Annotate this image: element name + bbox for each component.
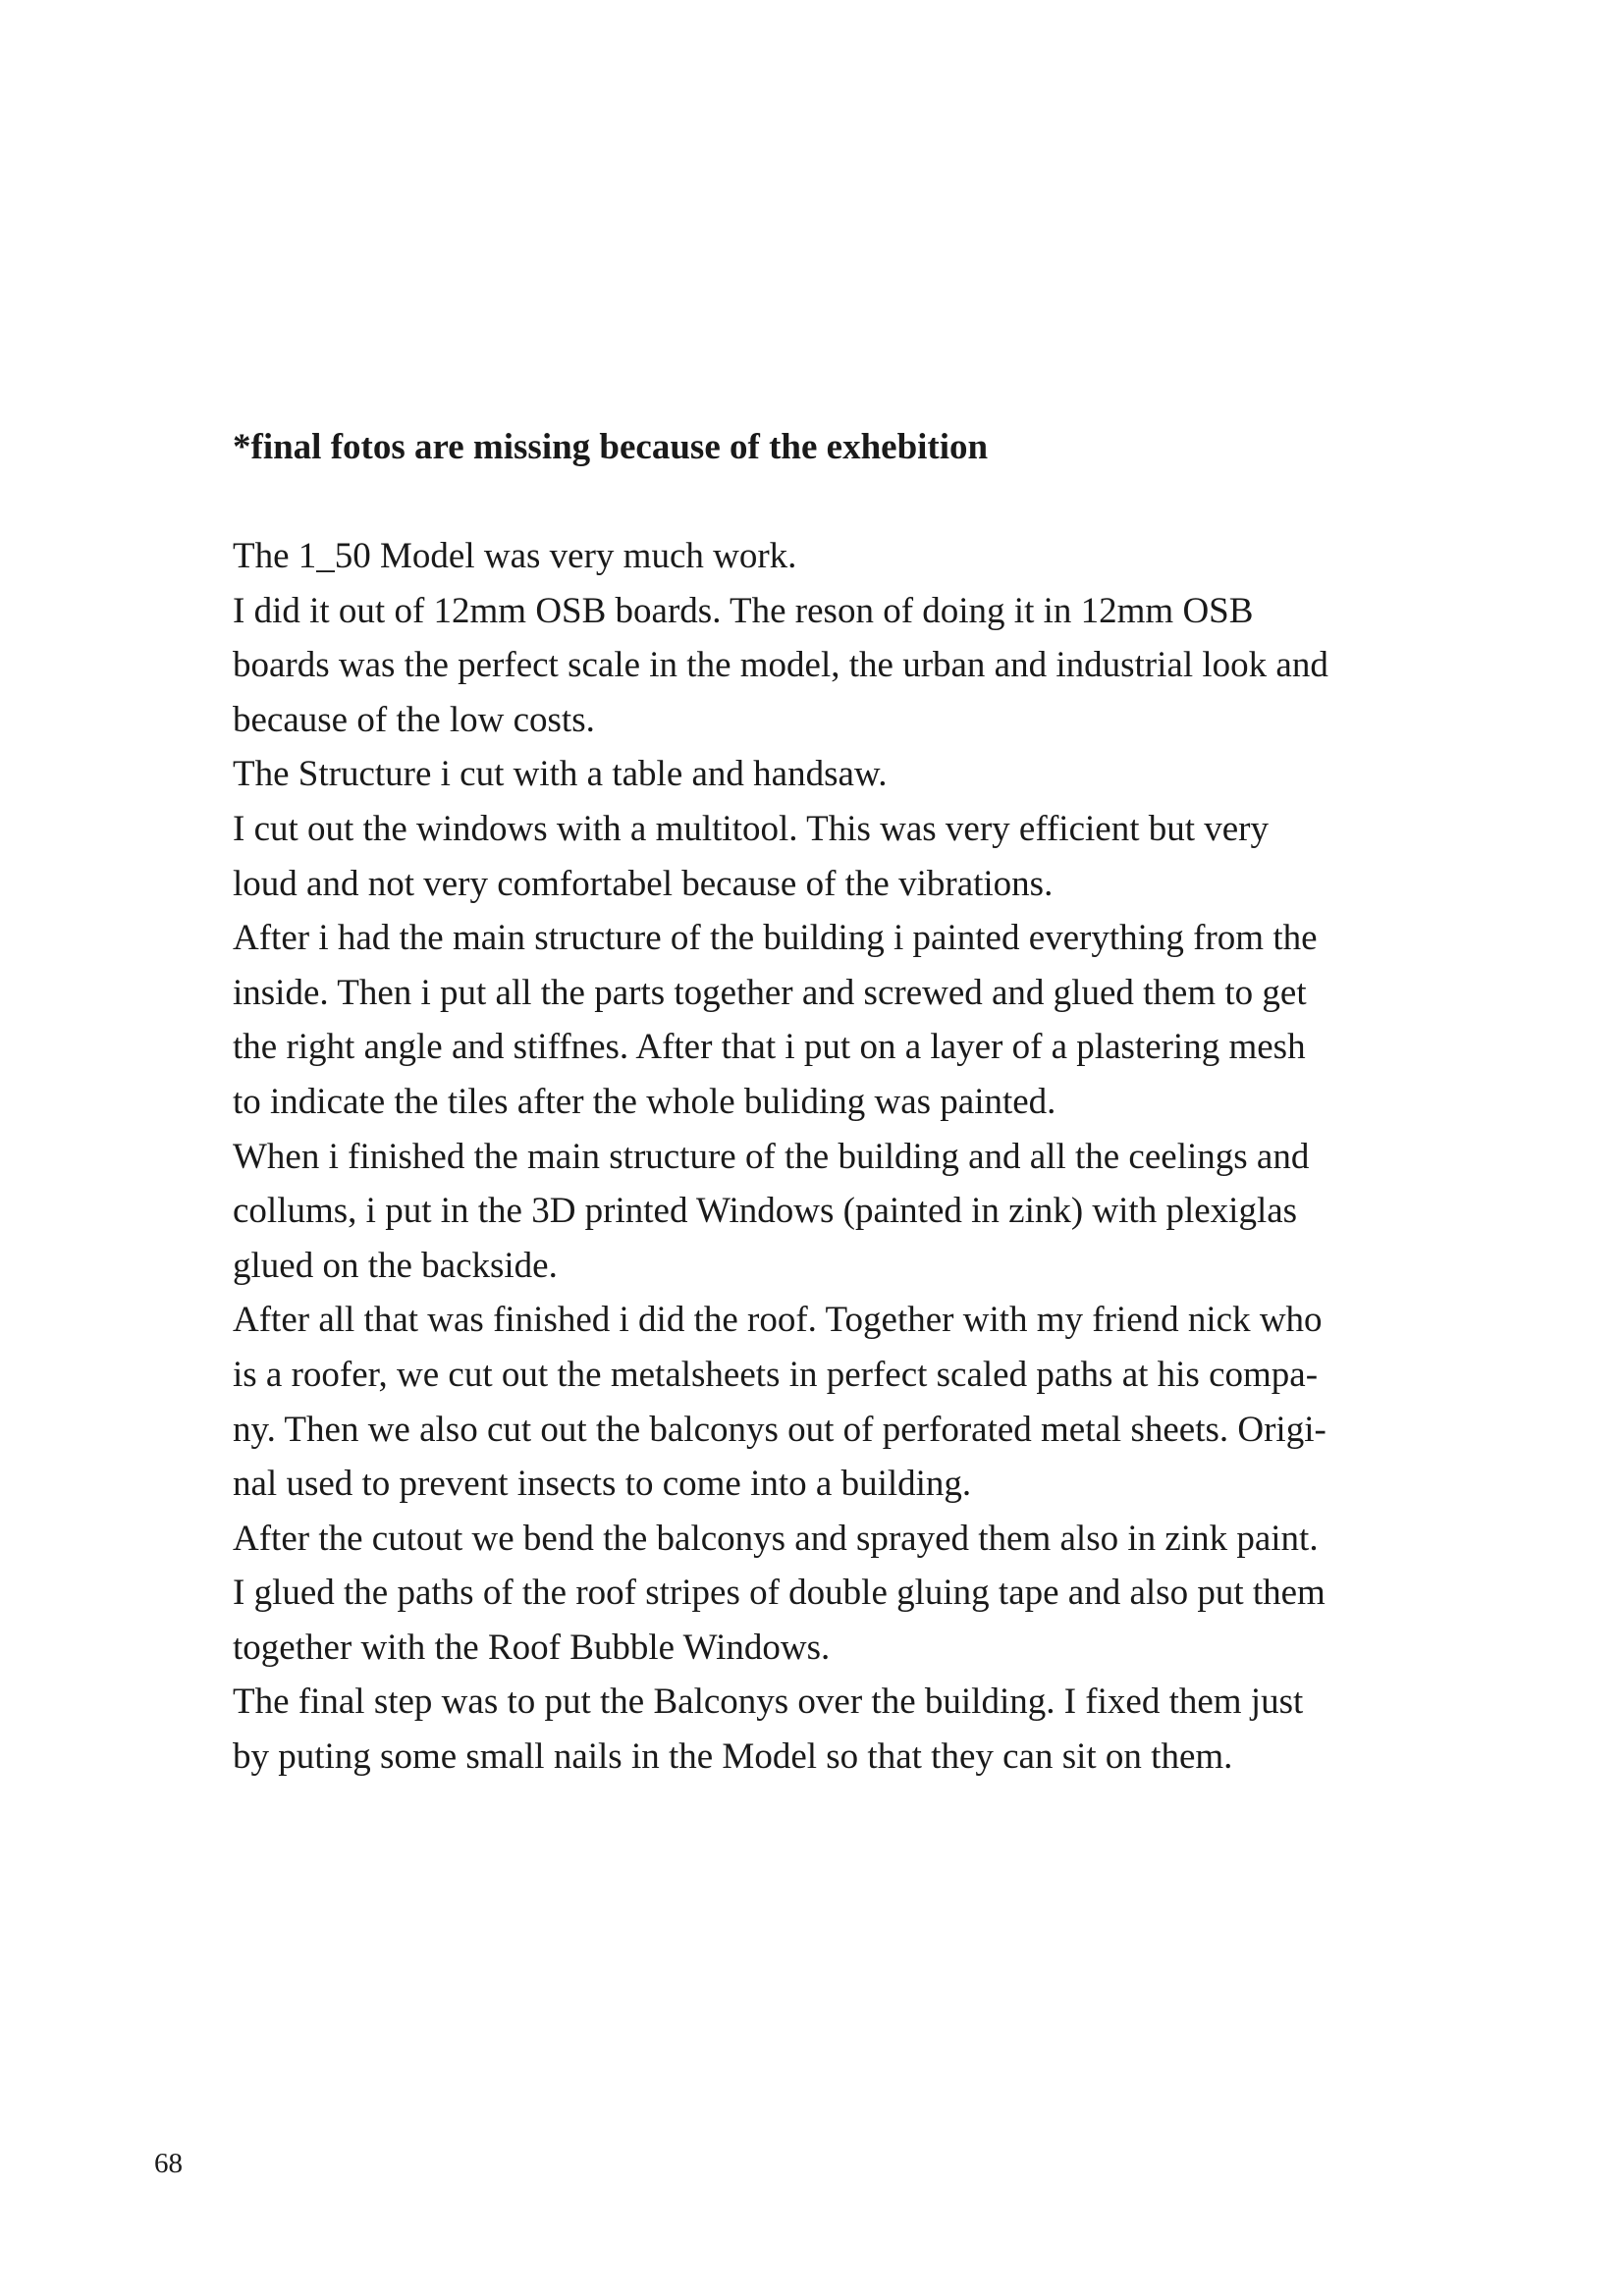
- body-line: by puting some small nails in the Model so that they can sit on them.: [233, 1736, 1233, 1778]
- body-line: boards was the perfect scale in the model, the urban and industrial look and: [233, 645, 1328, 686]
- body-line: The final step was to put the Balconys over the building. I fixed them just: [233, 1682, 1304, 1723]
- body-line: because of the low costs.: [233, 699, 595, 740]
- body-line: the right angle and stiffnes. After that i put on a layer of a plastering mesh: [233, 1027, 1306, 1068]
- body-line: glued on the backside.: [233, 1245, 558, 1286]
- body-line: When i finished the main structure of the building and all the ceelings and: [233, 1136, 1310, 1177]
- body-line: collums, i put in the 3D printed Windows (painted in zink) with plexiglas: [233, 1191, 1298, 1232]
- body-line: to indicate the tiles after the whole buliding was painted.: [233, 1081, 1056, 1122]
- body-line: ny. Then we also cut out the balconys out of perforated metal sheets. Origi-: [233, 1409, 1326, 1450]
- body-line: After all that was finished i did the roof. Together with my friend nick who: [233, 1300, 1323, 1341]
- body-line: inside. Then i put all the parts together and screwed and glued them to get: [233, 972, 1307, 1013]
- page-number: 68: [154, 2148, 183, 2179]
- body-line: loud and not very comfortabel because of the vibrations.: [233, 863, 1054, 904]
- body-line: After i had the main structure of the building i painted everything from the: [233, 918, 1318, 959]
- body-line: The Structure i cut with a table and handsaw.: [233, 754, 888, 795]
- body-line: After the cutout we bend the balconys and sprayed them also in zink paint.: [233, 1518, 1319, 1559]
- body-line: together with the Roof Bubble Windows.: [233, 1627, 831, 1668]
- body-line: I glued the paths of the roof stripes of double gluing tape and also put them: [233, 1573, 1326, 1614]
- body-line: is a roofer, we cut out the metalsheets in perfect scaled paths at his compa-: [233, 1354, 1319, 1395]
- body-line: The 1_50 Model was very much work.: [233, 536, 797, 576]
- body-line: nal used to prevent insects to come into a building.: [233, 1464, 972, 1505]
- page-heading: *final fotos are missing because of the exhebition: [233, 427, 989, 467]
- body-paragraph: [233, 529, 1489, 1785]
- body-line: I did it out of 12mm OSB boards. The reson of doing it in 12mm OSB: [233, 590, 1254, 631]
- body-line: I cut out the windows with a multitool. This was very efficient but very: [233, 808, 1270, 849]
